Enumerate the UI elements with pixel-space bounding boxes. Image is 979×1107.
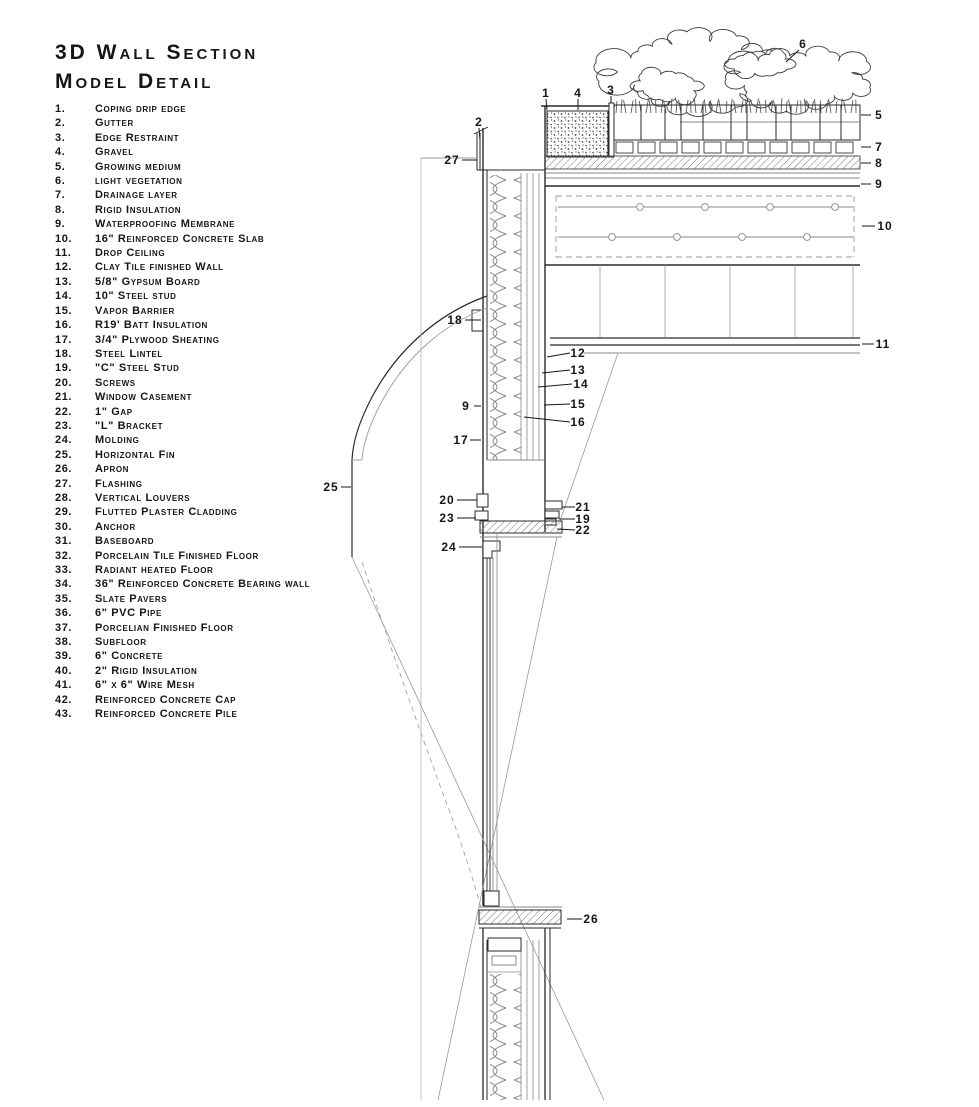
legend-item-number: 40. [55,664,73,677]
callout-label: 18 [447,313,463,327]
legend-item-label: 6" Concrete [95,650,164,663]
legend-item-label: Porcelain Tile Finished Floor [95,549,259,562]
callout-label: 16 [570,415,586,429]
legend-item-label: Reinforced Concrete Pile [95,708,238,721]
legend-item-number: 33. [55,564,73,576]
callout-label: 25 [323,480,339,494]
legend-item-label: "C" Steel Stud [95,362,180,375]
legend-item-label: Radiant heated Floor [95,564,214,576]
legend-item-number: 38. [55,636,73,649]
legend-item-label: Subfloor [95,636,147,649]
l-bracket-detail [475,511,488,520]
legend-item-label: "L" Bracket [95,419,164,432]
rebar-symbols [558,204,853,241]
membrane-hatch-band [545,156,860,169]
legend-item-number: 37. [55,621,73,634]
callout-label: 10 [877,219,893,233]
legend-item-label: Anchor [95,520,136,533]
legend-item-number: 15. [55,304,73,317]
window-bottom-rail [484,891,499,906]
legend-item-number: 32. [55,549,73,562]
batt-insulation-fill-lower [490,974,521,1100]
legend-item-number: 16. [55,319,73,332]
legend-item-number: 18. [55,347,73,360]
callout-leader [547,353,570,357]
callout-label: 3 [607,83,615,97]
legend-item-label: Baseboard [95,535,155,548]
sill-hatch-band [480,521,562,533]
callout-label: 7 [875,140,883,154]
window-assembly [475,494,562,906]
legend-item-number: 36. [55,607,73,620]
legend-item-label: Growing medium [95,160,182,173]
legend-item-number: 34. [55,578,73,591]
callout-leader [544,404,570,405]
legend-item-number: 9. [55,218,66,231]
legend-item-label: 16" Reinforced Concrete Slab [95,232,265,245]
legend-item-number: 43. [55,708,73,721]
callout-label: 27 [444,153,460,167]
callout-label: 26 [583,912,599,926]
callout-label: 22 [575,523,591,537]
callout-label: 17 [453,433,469,447]
legend-item-number: 29. [55,506,73,519]
ceiling-hangers [600,265,853,337]
callout-label: 13 [570,363,586,377]
legend-item-label: 3/4" Plywood Sheating [95,333,220,346]
callout-label: 6 [799,37,807,51]
legend-item-label: Edge Restraint [95,131,180,144]
legend-item-number: 17. [55,333,73,346]
callout-label: 14 [573,377,589,391]
callout-leader [538,384,572,387]
legend-item-label: Porcelian Finished Floor [95,621,234,634]
legend-item-label: 36" Reinforced Concrete Bearing wall [95,578,311,591]
page-title-line1: 3D Wall Section [55,41,259,64]
legend-item-label: Apron [95,463,130,476]
legend-item-label: Gutter [95,117,134,130]
legend-item-label: Vertical Louvers [95,491,191,504]
legend-item-number: 42. [55,693,73,706]
legend-item-label: Flashing [95,477,143,490]
legend-item-label: Gravel [95,146,134,159]
callout-label: 5 [875,108,883,122]
legend-item-number: 39. [55,650,73,663]
legend-item-label: Slate Pavers [95,592,168,605]
legend-item-number: 41. [55,679,73,692]
callout-label: 19 [575,512,591,526]
concrete-slab [545,186,860,265]
legend-item-label: Molding [95,434,140,447]
molding-detail [483,541,500,558]
fin-assembly [352,158,487,1100]
legend-item-label: Reinforced Concrete Cap [95,693,237,706]
legend-item-label: 1" Gap [95,405,133,418]
callout-label: 9 [462,399,470,413]
legend-item-label: Coping drip edge [95,103,187,115]
legend-item-number: 35. [55,592,73,605]
base-assembly [479,907,562,1100]
callout-label: 12 [570,346,586,360]
legend-item-number: 8. [55,203,66,216]
legend-item-label: Flutted Plaster Cladding [95,506,238,519]
legend-item-label: light vegetation [95,175,183,188]
legend-item-number: 23. [55,419,73,432]
legend-item-label: Drainage layer [95,189,178,202]
callout-leader [542,370,570,373]
legend-item-number: 11. [55,247,72,260]
callout-leader [546,99,547,110]
callout-label: 11 [875,337,891,351]
legend-item-label: 5/8" Gypsum Board [95,275,201,288]
c-steel-stud-detail [545,511,559,518]
legend-item-number: 27. [55,477,73,490]
callout-label: 4 [574,86,582,100]
legend-item-number: 5. [55,160,66,173]
drainage-layer [616,142,853,153]
legend-item-label: Waterproofing Membrane [95,218,236,231]
callout-label: 9 [875,177,883,191]
legend-item-number: 30. [55,520,73,533]
callout-label: 1 [542,86,550,100]
legend-item-label: Steel Lintel [95,347,163,360]
edge-restraint [609,103,614,157]
legend-item-number: 4. [55,146,66,159]
page-title-line2: Model Detail [55,70,214,93]
callouts-layer [323,37,892,926]
legend-item-label: Window Casement [95,391,193,404]
callout-label: 20 [439,493,455,507]
legend-item-number: 25. [55,448,73,461]
legend-item-label: 6" PVC Pipe [95,607,162,620]
legend-item-number: 6. [55,175,66,188]
window-casement-detail [545,501,562,509]
legend-item-number: 20. [55,376,73,389]
screws-detail [477,494,488,507]
legend-item-label: Screws [95,376,136,389]
legend-item-number: 21. [55,391,73,404]
legend-item-number: 14. [55,290,73,303]
legend-item-label: Drop Ceiling [95,247,166,260]
legend-item-label: Vapor Barrier [95,304,175,317]
legend-item-number: 31. [55,535,73,548]
legend-item-number: 28. [55,491,73,504]
legend-item-number: 19. [55,362,73,375]
legend-item-number: 2. [55,117,66,130]
legend-item-label: 6" x 6" Wire Mesh [95,679,195,692]
callout-label: 24 [441,540,457,554]
callout-label: 21 [575,500,591,514]
callout-leader [524,417,570,422]
apron-hatch-band [479,910,561,924]
legend-item-number: 26. [55,463,73,476]
callout-label: 15 [570,397,586,411]
legend-item-number: 3. [55,131,66,144]
legend-item-label: Rigid Insulation [95,203,182,216]
legend-item-number: 12. [55,261,73,274]
gravel-fill [547,111,608,157]
callout-leader [479,128,480,140]
legend-item-number: 7. [55,189,66,202]
legend-item-label: 2" Rigid Insulation [95,664,198,677]
drop-ceiling [550,338,860,353]
callout-label: 2 [475,115,483,129]
legend-item-number: 13. [55,275,73,288]
legend-item-number: 10. [55,232,73,245]
legend-item-label: R19' Batt Insulation [95,319,208,332]
legend-item-number: 22. [55,405,73,418]
legend-item-number: 1. [55,103,66,115]
batt-insulation-fill [490,175,521,460]
callout-label: 23 [439,511,455,525]
perspective-lines [352,353,618,1100]
legend-item-label: Horizontal Fin [95,448,176,461]
legend-item-number: 24. [55,434,73,447]
legend-item-label: Clay Tile finished Wall [95,261,224,274]
legend-item-label: 10" Steel stud [95,290,177,303]
callout-label: 8 [875,156,883,170]
